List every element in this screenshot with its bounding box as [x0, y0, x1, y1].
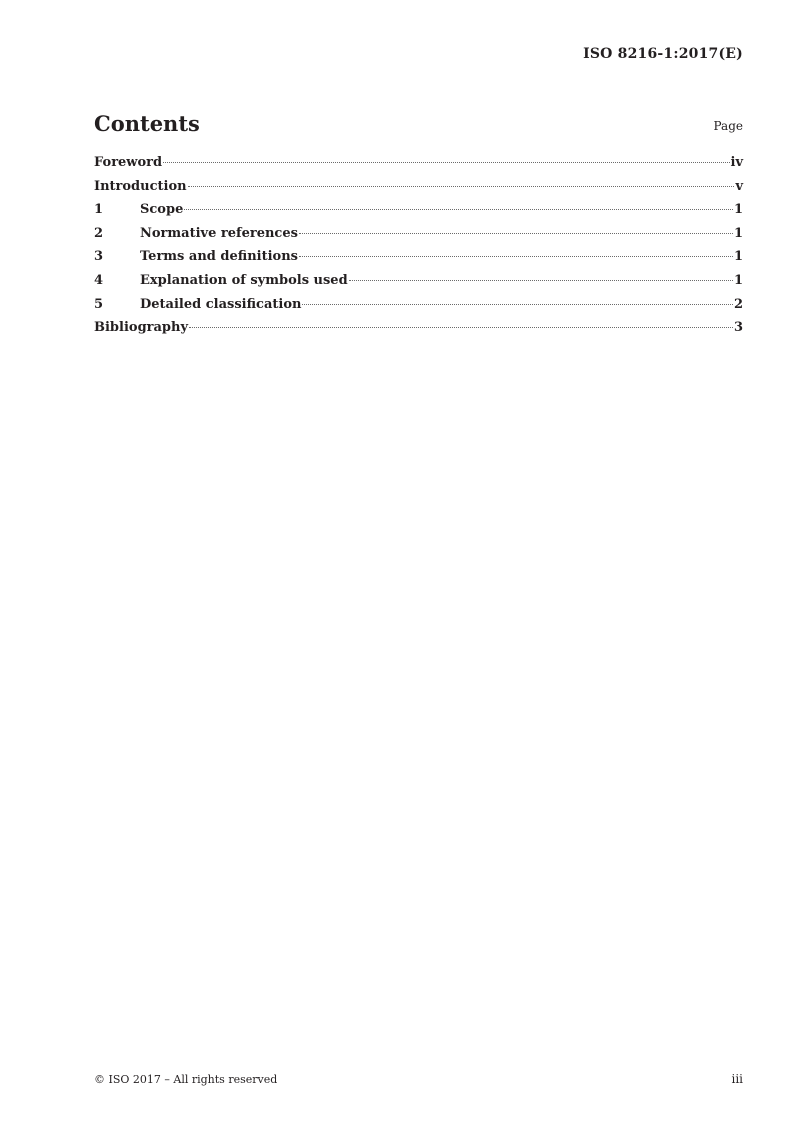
toc-entry-terms-and-definitions[interactable] — [94, 249, 743, 273]
toc-entry-number: 4 — [94, 272, 104, 288]
toc-entry-page: 1 — [733, 249, 743, 265]
toc-entry-explanation-of-symbols[interactable] — [94, 273, 743, 297]
toc-entry-foreword[interactable] — [94, 155, 743, 179]
toc-entry-title: Normative references — [140, 225, 298, 241]
toc-entry-number: 2 — [94, 225, 104, 241]
toc-entry-bibliography[interactable] — [94, 320, 743, 344]
dot-leader — [302, 304, 733, 305]
dot-leader — [349, 280, 733, 281]
page-number: iii — [731, 1072, 743, 1086]
toc-entry-page: 1 — [733, 225, 743, 241]
toc-entry-page: 1 — [733, 272, 743, 288]
toc-entry-title: Bibliography — [94, 320, 189, 336]
toc-entry-page: v — [735, 178, 743, 194]
toc-entry-title: Explanation of symbols used — [140, 272, 348, 288]
dot-leader — [189, 327, 733, 328]
dot-leader — [188, 186, 735, 187]
dot-leader — [299, 256, 733, 257]
toc-entry-introduction[interactable] — [94, 179, 743, 203]
page-column-label: Page — [713, 119, 743, 133]
table-of-contents — [94, 155, 743, 344]
toc-entry-number: 5 — [94, 296, 104, 312]
toc-entry-page: 1 — [733, 202, 743, 218]
dot-leader — [184, 209, 733, 210]
toc-entry-page: iv — [730, 155, 743, 170]
dot-leader — [299, 233, 733, 234]
document-code: ISO 8216-1:2017(E) — [583, 46, 743, 62]
toc-entry-number: 1 — [94, 202, 104, 218]
toc-entry-page: 3 — [733, 320, 743, 336]
contents-heading: Contents — [94, 111, 200, 136]
toc-entry-title: Detailed classification — [140, 296, 302, 312]
toc-entry-normative-references[interactable] — [94, 226, 743, 250]
toc-entry-detailed-classification[interactable] — [94, 297, 743, 321]
dot-leader — [163, 162, 729, 163]
copyright-notice: © ISO 2017 – All rights reserved — [94, 1073, 278, 1086]
toc-entry-title: Terms and definitions — [140, 249, 298, 265]
toc-entry-title: Introduction — [94, 178, 187, 194]
toc-entry-number: 3 — [94, 249, 104, 265]
toc-entry-title: Scope — [140, 202, 184, 218]
toc-entry-title: Foreword — [94, 155, 163, 170]
toc-entry-page: 2 — [733, 296, 743, 312]
toc-entry-scope[interactable] — [94, 202, 743, 226]
